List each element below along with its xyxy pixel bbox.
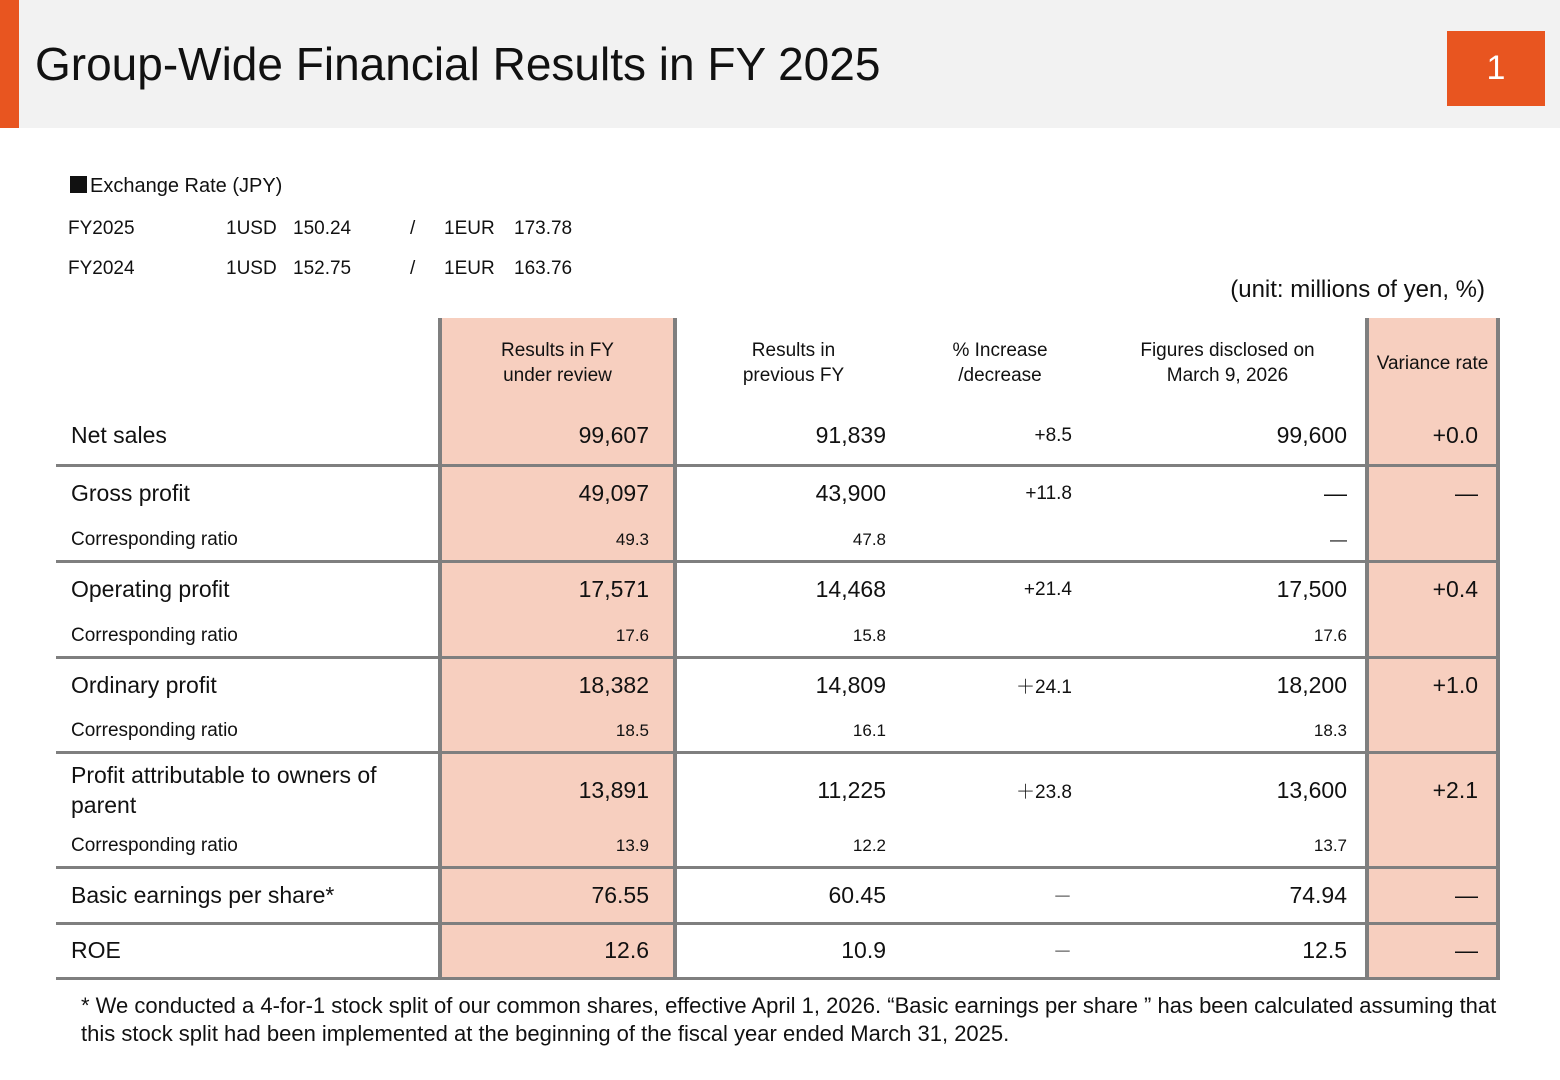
disclosed-value: 74.94: [1090, 867, 1367, 923]
exchange-rate-heading: [70, 174, 282, 198]
disclosed-value: 18,200: [1276, 671, 1347, 698]
previous-value: 43,900: [675, 465, 910, 521]
row-label: Gross profit: [71, 480, 190, 507]
eur-label: 1EUR: [444, 218, 495, 239]
row-label: Corresponding ratio: [56, 827, 440, 867]
variance-value: +1.0: [1367, 657, 1498, 712]
row-label: Ordinary profit: [71, 671, 217, 698]
previous-value: 14,809: [675, 657, 910, 712]
row-label: Corresponding ratio: [56, 521, 440, 561]
eur-value: 163.76: [514, 258, 573, 279]
previous-value: 47.8: [675, 521, 910, 561]
disclosed-value: 13,600: [1276, 776, 1347, 803]
page-number-badge: 1: [1447, 31, 1545, 106]
exchange-year: FY2025: [68, 218, 135, 239]
current-value: 13.9: [440, 827, 675, 867]
variance-value: +2.1: [1367, 752, 1498, 827]
title-bar: [0, 0, 1560, 128]
header-results-fy: Results in FY under review: [440, 318, 675, 408]
change-value: +11.8: [1025, 482, 1072, 504]
current-value: 12.6: [440, 923, 675, 978]
table-row-gross-profit: [56, 465, 1498, 521]
header-disclosed: Figures disclosed on March 9, 2026: [1140, 340, 1315, 386]
usd-label: 1USD: [226, 258, 277, 279]
row-label: Operating profit: [71, 576, 230, 603]
disclosed-value: 18.3: [1090, 712, 1367, 752]
row-label: Profit attributable to owners of parent: [71, 762, 377, 819]
header-pct-change: % Increase /decrease: [952, 340, 1048, 386]
previous-value: 10.9: [675, 923, 910, 978]
change-value: +8.5: [910, 408, 1090, 465]
current-value: 99,607: [440, 408, 675, 465]
table-row-roe: [56, 923, 1498, 978]
previous-value: 12.2: [675, 827, 910, 867]
separator: /: [410, 218, 416, 239]
variance-value: +0.4: [1367, 561, 1498, 617]
separator: /: [410, 258, 416, 279]
exchange-rate-title: Exchange Rate (JPY): [90, 175, 283, 197]
change-value: [910, 827, 1090, 867]
variance-value: +0.0: [1367, 408, 1498, 465]
variance-value: [1367, 712, 1498, 752]
previous-value: 11,225: [675, 752, 910, 827]
change-value: －: [910, 867, 1090, 923]
header-empty: [56, 318, 440, 408]
disclosed-value: —: [1090, 521, 1367, 561]
variance-value: [1367, 827, 1498, 867]
table-row-eps: [56, 867, 1498, 923]
usd-value: 152.75: [293, 258, 352, 279]
previous-value: 91,839: [675, 408, 910, 465]
financial-results-table: [56, 318, 1500, 980]
eur-label: 1EUR: [444, 258, 495, 279]
change-value: ＋23.8: [1016, 781, 1072, 803]
disclosed-value: —: [1324, 480, 1347, 507]
change-value: [910, 521, 1090, 561]
current-value: 17.6: [440, 617, 675, 657]
variance-value: [1367, 617, 1498, 657]
header-results-previous: Results in previous FY: [675, 318, 910, 408]
row-label: Corresponding ratio: [56, 712, 440, 752]
table-row-profit-ratio: [56, 827, 1498, 867]
variance-value: —: [1367, 867, 1498, 923]
previous-value: 14,468: [675, 561, 910, 617]
table-row-operating-profit: [56, 561, 1498, 617]
title-accent-bar: [0, 0, 19, 128]
square-bullet-icon: [70, 176, 87, 193]
row-label: Net sales: [56, 408, 440, 465]
change-value: [910, 617, 1090, 657]
change-value: －: [910, 923, 1090, 978]
disclosed-value: 17,500: [1276, 576, 1347, 603]
page-title: Group-Wide Financial Results in FY 2025: [35, 38, 881, 90]
current-value: 76.55: [440, 867, 675, 923]
footnote: * We conducted a 4-for-1 stock split of our common shares, effective April 1, 2026. “Basic earnings per share ” has been calculated assuming that this stock split had been implemented at the beginning of the fiscal year ended March 31, 2025.: [81, 993, 1497, 1046]
variance-value: —: [1367, 465, 1498, 521]
table-row-net-sales: [56, 408, 1498, 465]
usd-label: 1USD: [226, 218, 277, 239]
previous-value: 16.1: [675, 712, 910, 752]
current-value: 49.3: [440, 521, 675, 561]
previous-value: 60.45: [675, 867, 910, 923]
current-value: 13,891: [440, 752, 675, 827]
current-value: 18,382: [440, 657, 675, 712]
variance-value: —: [1367, 923, 1498, 978]
table-row-profit-attributable: [56, 752, 1498, 827]
usd-value: 150.24: [293, 218, 352, 239]
variance-value: [1367, 521, 1498, 561]
table-row-gross-ratio: [56, 521, 1498, 561]
disclosed-value: 17.6: [1090, 617, 1367, 657]
disclosed-value: 13.7: [1090, 827, 1367, 867]
change-value: +21.4: [1023, 578, 1072, 600]
unit-note: (unit: millions of yen, %): [1230, 276, 1485, 303]
row-label: ROE: [56, 923, 440, 978]
disclosed-value: 99,600: [1090, 408, 1367, 465]
table-row-ordinary-profit: [56, 657, 1498, 712]
eur-value: 173.78: [514, 218, 573, 239]
exchange-year: FY2024: [68, 258, 135, 279]
change-value: ＋24.1: [1016, 676, 1072, 698]
current-value: 18.5: [440, 712, 675, 752]
previous-value: 15.8: [675, 617, 910, 657]
row-label: Corresponding ratio: [56, 617, 440, 657]
current-value: 49,097: [440, 465, 675, 521]
table-row-operating-ratio: [56, 617, 1498, 657]
change-value: [910, 712, 1090, 752]
header-variance: Variance rate: [1367, 318, 1498, 408]
current-value: 17,571: [440, 561, 675, 617]
table-row-ordinary-ratio: [56, 712, 1498, 752]
row-label: Basic earnings per share*: [56, 867, 440, 923]
disclosed-value: 12.5: [1090, 923, 1367, 978]
